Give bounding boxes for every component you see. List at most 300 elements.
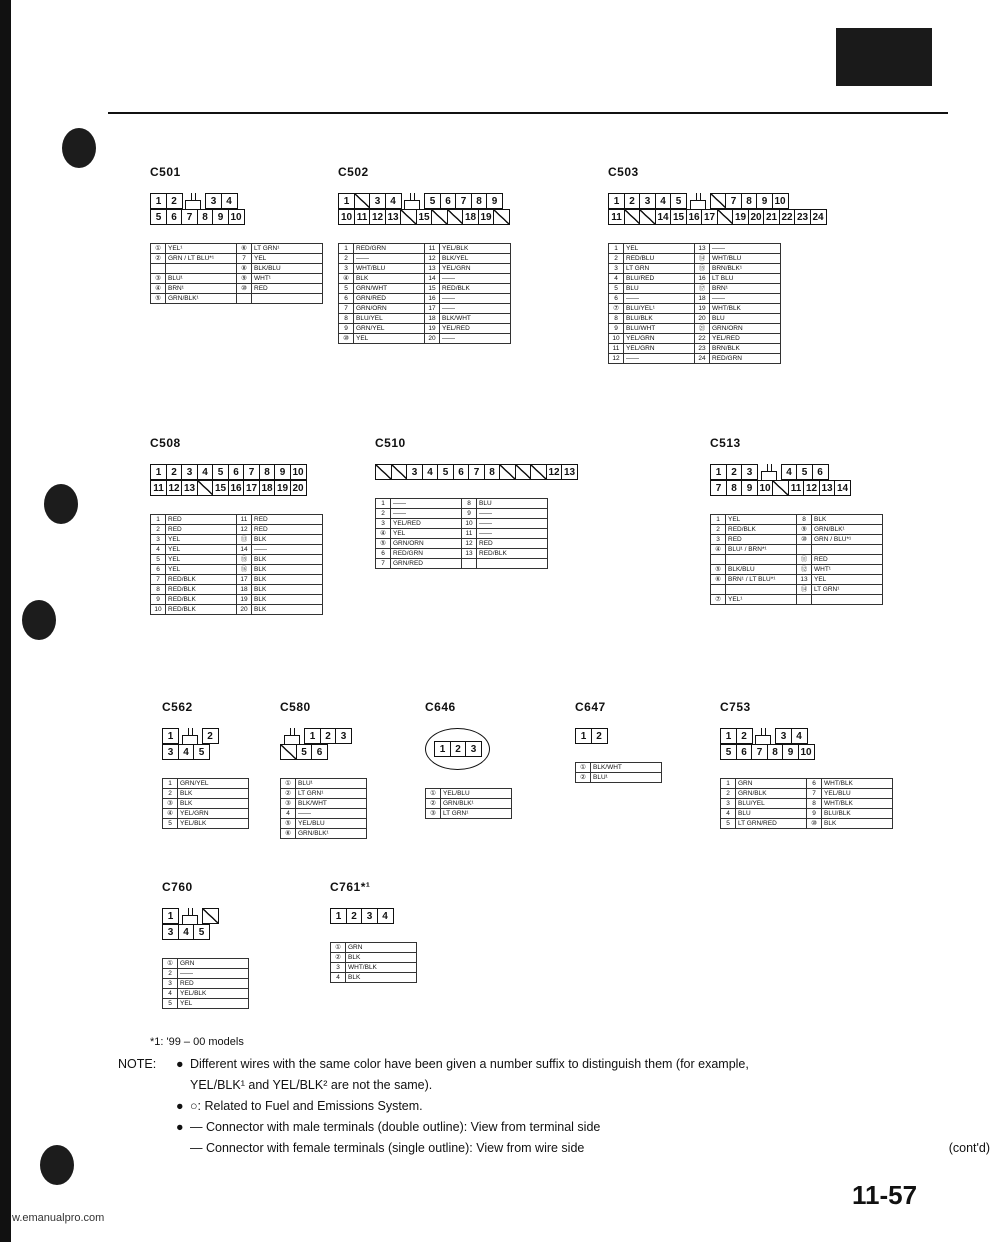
pin-row bbox=[162, 924, 249, 940]
pin: 5 bbox=[424, 193, 441, 209]
pin: 3 bbox=[361, 908, 378, 924]
wire-color: YEL bbox=[354, 334, 425, 344]
wire-color: BLK bbox=[178, 799, 249, 809]
table-row bbox=[609, 244, 781, 254]
wire-color: BLU¹ / BRN*¹ bbox=[726, 545, 797, 555]
pin: 17 bbox=[243, 480, 260, 496]
wire-color: WHT/BLK bbox=[346, 963, 417, 973]
connector-c753 bbox=[720, 700, 893, 829]
connector-label: C510 bbox=[375, 436, 406, 450]
connector-c760 bbox=[162, 880, 249, 1009]
pin: 15 bbox=[416, 209, 433, 225]
wire-color: BLU/YEL bbox=[354, 314, 425, 324]
table-row bbox=[281, 799, 367, 809]
wire-color: —— bbox=[477, 529, 548, 539]
bullet-icon: ● bbox=[176, 1099, 184, 1113]
wire-color: BLU bbox=[710, 314, 781, 324]
terminal-number: 8 bbox=[807, 799, 822, 809]
pin: 1 bbox=[608, 193, 625, 209]
terminal-number: ③ bbox=[163, 799, 178, 809]
wire-color: YEL bbox=[812, 575, 883, 585]
wire-color: LT GRN/RED bbox=[736, 819, 807, 829]
terminal-number: 1 bbox=[609, 244, 624, 254]
table-row bbox=[609, 274, 781, 284]
wire-color: YEL/BLU bbox=[822, 789, 893, 799]
pin: 7 bbox=[710, 480, 727, 496]
wire-color-table bbox=[375, 498, 548, 569]
table-row bbox=[151, 595, 323, 605]
pin: 10 bbox=[772, 193, 789, 209]
wire-color: WHT¹ bbox=[252, 274, 323, 284]
table-row bbox=[339, 284, 511, 294]
wire-color-table bbox=[330, 942, 417, 983]
pin-row bbox=[710, 464, 883, 480]
wire-color: RED/BLK bbox=[726, 525, 797, 535]
wire-color: BLU bbox=[477, 499, 548, 509]
wire-color: BLK bbox=[812, 515, 883, 525]
pin: 12 bbox=[546, 464, 563, 480]
wire-color: RED bbox=[726, 535, 797, 545]
wire-color: BLK bbox=[252, 595, 323, 605]
pin: 2 bbox=[166, 193, 183, 209]
table-row bbox=[151, 284, 323, 294]
wire-color: RED bbox=[252, 525, 323, 535]
connector-label: C502 bbox=[338, 165, 369, 179]
connector-c580 bbox=[280, 700, 367, 839]
contd-label: (cont'd) bbox=[948, 1141, 990, 1155]
terminal-number: 11 bbox=[609, 344, 624, 354]
table-row bbox=[281, 809, 367, 819]
pin: 4 bbox=[197, 464, 214, 480]
wire-color: BLU/YEL bbox=[736, 799, 807, 809]
terminal-number: 1 bbox=[376, 499, 391, 509]
connector-outline bbox=[162, 908, 249, 940]
pin: 6 bbox=[453, 464, 470, 480]
wire-color: YEL/RED bbox=[391, 519, 462, 529]
pin: 4 bbox=[422, 464, 439, 480]
terminal-number: 16 bbox=[425, 294, 440, 304]
notes-block bbox=[118, 1054, 990, 1159]
pin: 5 bbox=[296, 744, 313, 760]
unused-pin-icon bbox=[493, 209, 510, 225]
connector-outline bbox=[162, 728, 249, 760]
pin: 6 bbox=[311, 744, 328, 760]
wire-color: —— bbox=[477, 509, 548, 519]
table-row bbox=[609, 254, 781, 264]
pin: 2 bbox=[166, 464, 183, 480]
table-row bbox=[711, 555, 883, 565]
terminal-number: ① bbox=[151, 244, 166, 254]
bullet-icon: ● bbox=[176, 1120, 184, 1134]
table-row bbox=[711, 585, 883, 595]
wire-color: GRN/BLK¹ bbox=[812, 525, 883, 535]
terminal-number: ⑮ bbox=[695, 264, 710, 274]
terminal-number: 7 bbox=[151, 575, 166, 585]
unused-pin-icon bbox=[530, 464, 547, 480]
terminal-number bbox=[462, 559, 477, 569]
connector-outline bbox=[330, 908, 417, 924]
header-rule bbox=[108, 112, 948, 114]
pin: 5 bbox=[670, 193, 687, 209]
terminal-number: ⑭ bbox=[797, 585, 812, 595]
pin-row bbox=[720, 744, 893, 760]
terminal-number: 4 bbox=[281, 809, 296, 819]
terminal-number: ⑩ bbox=[237, 284, 252, 294]
connector-outline bbox=[720, 728, 893, 760]
pin: 5 bbox=[193, 744, 210, 760]
wire-color: —— bbox=[354, 254, 425, 264]
terminal-number: 1 bbox=[339, 244, 354, 254]
wire-color: —— bbox=[440, 294, 511, 304]
pin: 13 bbox=[819, 480, 836, 496]
connector-label: C501 bbox=[150, 165, 181, 179]
connector-label: C503 bbox=[608, 165, 639, 179]
table-row bbox=[376, 559, 548, 569]
table-row bbox=[721, 789, 893, 799]
pin: 1 bbox=[162, 728, 179, 744]
wire-color: —— bbox=[440, 334, 511, 344]
table-row bbox=[331, 953, 417, 963]
pin: 1 bbox=[150, 193, 167, 209]
terminal-number: 22 bbox=[695, 334, 710, 344]
table-row bbox=[711, 565, 883, 575]
pin-row bbox=[162, 908, 249, 924]
unused-pin-icon bbox=[624, 209, 641, 225]
connector-label: C580 bbox=[280, 700, 311, 714]
wire-color bbox=[726, 555, 797, 565]
table-row bbox=[609, 354, 781, 364]
terminal-number: 20 bbox=[237, 605, 252, 615]
connector-key-icon bbox=[686, 193, 710, 209]
table-row bbox=[151, 585, 323, 595]
pin: 6 bbox=[736, 744, 753, 760]
table-row bbox=[426, 799, 512, 809]
terminal-number: 13 bbox=[797, 575, 812, 585]
table-row bbox=[163, 809, 249, 819]
connector-c513 bbox=[710, 436, 883, 605]
terminal-number: 18 bbox=[425, 314, 440, 324]
note-prefix: NOTE: bbox=[118, 1057, 157, 1071]
pin: 11 bbox=[354, 209, 371, 225]
terminal-number: ④ bbox=[339, 274, 354, 284]
unused-pin-icon bbox=[772, 480, 789, 496]
pin: 22 bbox=[779, 209, 796, 225]
connector-key-icon bbox=[757, 464, 781, 480]
table-row bbox=[151, 264, 323, 274]
table-row bbox=[721, 819, 893, 829]
unused-pin-icon bbox=[375, 464, 392, 480]
wire-color: YEL bbox=[166, 535, 237, 545]
wire-color: —— bbox=[178, 969, 249, 979]
pin: 9 bbox=[756, 193, 773, 209]
connector-outline bbox=[280, 728, 367, 760]
terminal-number: 3 bbox=[609, 264, 624, 274]
terminal-number: ⑤ bbox=[151, 294, 166, 304]
wire-color: BLU/WHT bbox=[624, 324, 695, 334]
terminal-number: ㉑ bbox=[695, 324, 710, 334]
pin-row bbox=[150, 209, 323, 225]
wire-color: —— bbox=[440, 304, 511, 314]
pin: 2 bbox=[450, 741, 467, 757]
unused-pin-icon bbox=[447, 209, 464, 225]
terminal-number: ⑯ bbox=[237, 565, 252, 575]
table-row bbox=[331, 973, 417, 983]
wire-color: BLU/BLK bbox=[822, 809, 893, 819]
unused-pin-icon bbox=[499, 464, 516, 480]
wire-color: YEL¹ bbox=[166, 244, 237, 254]
terminal-number: 8 bbox=[339, 314, 354, 324]
table-row bbox=[163, 979, 249, 989]
wire-color: BLK bbox=[354, 274, 425, 284]
wire-color: YEL/BLU bbox=[296, 819, 367, 829]
pin-row bbox=[330, 908, 417, 924]
terminal-number: 2 bbox=[711, 525, 726, 535]
pin: 20 bbox=[748, 209, 765, 225]
wire-color: RED bbox=[166, 525, 237, 535]
table-row bbox=[163, 989, 249, 999]
pin: 24 bbox=[810, 209, 827, 225]
table-row bbox=[151, 555, 323, 565]
terminal-number: ⑤ bbox=[281, 819, 296, 829]
connector-label: C562 bbox=[162, 700, 193, 714]
table-row bbox=[151, 605, 323, 615]
connector-outline bbox=[150, 464, 323, 496]
terminal-number: 3 bbox=[711, 535, 726, 545]
table-row bbox=[339, 314, 511, 324]
pin: 4 bbox=[178, 924, 195, 940]
wire-color-table bbox=[575, 762, 662, 783]
wire-color bbox=[166, 264, 237, 274]
pin: 7 bbox=[725, 193, 742, 209]
wire-color: LT GRN¹ bbox=[252, 244, 323, 254]
terminal-number: 13 bbox=[462, 549, 477, 559]
pin: 6 bbox=[440, 193, 457, 209]
table-row bbox=[376, 539, 548, 549]
pin: 7 bbox=[243, 464, 260, 480]
wire-color bbox=[252, 294, 323, 304]
connector-key-icon bbox=[400, 193, 424, 209]
wire-color: —— bbox=[624, 294, 695, 304]
pin: 3 bbox=[465, 741, 482, 757]
terminal-number: 6 bbox=[807, 779, 822, 789]
terminal-number: ⑥ bbox=[281, 829, 296, 839]
pin: 13 bbox=[561, 464, 578, 480]
pin: 4 bbox=[385, 193, 402, 209]
pin: 8 bbox=[259, 464, 276, 480]
wire-color-table bbox=[280, 778, 367, 839]
terminal-number: ⑬ bbox=[237, 535, 252, 545]
wire-color: YEL bbox=[166, 545, 237, 555]
pin: 7 bbox=[468, 464, 485, 480]
wire-color: BLU/YEL¹ bbox=[624, 304, 695, 314]
pin: 2 bbox=[624, 193, 641, 209]
connector-label: C647 bbox=[575, 700, 606, 714]
terminal-number: 2 bbox=[721, 789, 736, 799]
wire-color: RED/GRN bbox=[710, 354, 781, 364]
pin: 18 bbox=[462, 209, 479, 225]
unused-pin-icon bbox=[354, 193, 371, 209]
connector-key-icon bbox=[178, 908, 202, 924]
unused-pin-icon bbox=[515, 464, 532, 480]
table-row bbox=[576, 763, 662, 773]
terminal-number: 16 bbox=[695, 274, 710, 284]
wire-color: GRN bbox=[346, 943, 417, 953]
connector-c646 bbox=[425, 700, 512, 819]
pin: 11 bbox=[608, 209, 625, 225]
pin: 12 bbox=[369, 209, 386, 225]
table-row bbox=[609, 304, 781, 314]
wire-color: YEL/GRN bbox=[624, 334, 695, 344]
pin: 21 bbox=[763, 209, 780, 225]
wire-color bbox=[726, 585, 797, 595]
terminal-number bbox=[151, 264, 166, 274]
wire-color: BLU bbox=[624, 284, 695, 294]
terminal-number: 10 bbox=[609, 334, 624, 344]
terminal-number: 2 bbox=[151, 525, 166, 535]
bullet-icon: ● bbox=[176, 1057, 184, 1071]
wire-color: BLU bbox=[736, 809, 807, 819]
table-row bbox=[151, 535, 323, 545]
pin: 1 bbox=[150, 464, 167, 480]
table-row bbox=[163, 789, 249, 799]
wire-color: LT GRN bbox=[624, 264, 695, 274]
pin: 4 bbox=[178, 744, 195, 760]
table-row bbox=[609, 284, 781, 294]
pin: 5 bbox=[150, 209, 167, 225]
connector-label: C513 bbox=[710, 436, 741, 450]
wire-color: RED/BLK bbox=[166, 585, 237, 595]
terminal-number: 4 bbox=[721, 809, 736, 819]
terminal-number: 17 bbox=[425, 304, 440, 314]
pin: 19 bbox=[274, 480, 291, 496]
binder-hole-icon bbox=[22, 600, 56, 640]
table-row bbox=[339, 334, 511, 344]
table-row bbox=[163, 959, 249, 969]
wire-color: BRN¹ / LT BLU*¹ bbox=[726, 575, 797, 585]
wire-color: GRN/BLK bbox=[736, 789, 807, 799]
wire-color: GRN/BLK¹ bbox=[166, 294, 237, 304]
connector-c510 bbox=[375, 436, 577, 569]
pin: 4 bbox=[655, 193, 672, 209]
terminal-number: ④ bbox=[163, 809, 178, 819]
pin: 8 bbox=[741, 193, 758, 209]
connector-key-icon bbox=[751, 728, 775, 744]
terminal-number: 8 bbox=[462, 499, 477, 509]
terminal-number: 6 bbox=[609, 294, 624, 304]
terminal-number: ⑦ bbox=[609, 304, 624, 314]
terminal-number: 20 bbox=[695, 314, 710, 324]
terminal-number: 8 bbox=[609, 314, 624, 324]
wire-color: YEL bbox=[166, 565, 237, 575]
pin: 6 bbox=[812, 464, 829, 480]
wire-color: BLK/YEL bbox=[440, 254, 511, 264]
wire-color: —— bbox=[624, 354, 695, 364]
footnote: *1: '99 – 00 models bbox=[150, 1036, 244, 1048]
wire-color: YEL/RED bbox=[710, 334, 781, 344]
wire-color: GRN/ORN bbox=[354, 304, 425, 314]
wire-color: YEL/GRN bbox=[624, 344, 695, 354]
pin: 8 bbox=[726, 480, 743, 496]
wire-color bbox=[812, 545, 883, 555]
wire-color: BRN/BLK¹ bbox=[710, 264, 781, 274]
wire-color-table bbox=[162, 778, 249, 829]
table-row bbox=[576, 773, 662, 783]
pin: 4 bbox=[377, 908, 394, 924]
table-row bbox=[151, 254, 323, 264]
table-row bbox=[376, 529, 548, 539]
connector-outline bbox=[710, 464, 883, 496]
table-row bbox=[609, 294, 781, 304]
pin: 9 bbox=[782, 744, 799, 760]
table-row bbox=[281, 789, 367, 799]
pin: 9 bbox=[212, 209, 229, 225]
terminal-number: 14 bbox=[237, 545, 252, 555]
wire-color: RED bbox=[252, 284, 323, 294]
pin: 14 bbox=[655, 209, 672, 225]
pin: 10 bbox=[290, 464, 307, 480]
wire-color: BLU/RED bbox=[624, 274, 695, 284]
wire-color: RED/GRN bbox=[391, 549, 462, 559]
wire-color: GRN bbox=[178, 959, 249, 969]
table-row bbox=[376, 549, 548, 559]
wire-color: GRN/YEL bbox=[178, 779, 249, 789]
pin: 3 bbox=[162, 924, 179, 940]
terminal-number: 12 bbox=[425, 254, 440, 264]
terminal-number: 6 bbox=[339, 294, 354, 304]
pin: 8 bbox=[471, 193, 488, 209]
wire-color: BLK/WHT bbox=[296, 799, 367, 809]
pin: 3 bbox=[162, 744, 179, 760]
table-row bbox=[609, 334, 781, 344]
terminal-number: 1 bbox=[163, 779, 178, 789]
terminal-number: 9 bbox=[609, 324, 624, 334]
terminal-number: ⑩ bbox=[807, 819, 822, 829]
wire-color: LT BLU bbox=[710, 274, 781, 284]
wire-color: LT GRN¹ bbox=[441, 809, 512, 819]
terminal-number: 7 bbox=[237, 254, 252, 264]
terminal-number: ⑥ bbox=[711, 575, 726, 585]
terminal-number: 5 bbox=[151, 555, 166, 565]
wire-color: YEL/BLK bbox=[178, 819, 249, 829]
terminal-number: 12 bbox=[609, 354, 624, 364]
connector-c501 bbox=[150, 165, 323, 304]
pin: 13 bbox=[181, 480, 198, 496]
terminal-number: 7 bbox=[376, 559, 391, 569]
pin-row bbox=[710, 480, 883, 496]
table-row bbox=[281, 819, 367, 829]
pin-row bbox=[608, 209, 825, 225]
unused-pin-icon bbox=[710, 193, 727, 209]
table-row bbox=[339, 304, 511, 314]
connector-outline bbox=[375, 464, 577, 480]
terminal-number: 1 bbox=[721, 779, 736, 789]
terminal-number: 3 bbox=[721, 799, 736, 809]
pin: 3 bbox=[775, 728, 792, 744]
binder-hole-icon bbox=[44, 484, 78, 524]
wire-color: —— bbox=[440, 274, 511, 284]
wire-color-table bbox=[150, 243, 323, 304]
pin: 4 bbox=[221, 193, 238, 209]
connector-label: C760 bbox=[162, 880, 193, 894]
wire-color: BLU¹ bbox=[591, 773, 662, 783]
wire-color: —— bbox=[391, 509, 462, 519]
wire-color: YEL/BLK bbox=[178, 989, 249, 999]
terminal-number: ⑮ bbox=[237, 555, 252, 565]
wire-color: BLK bbox=[822, 819, 893, 829]
terminal-number: ③ bbox=[426, 809, 441, 819]
connector-c502 bbox=[338, 165, 511, 344]
terminal-number: ⑨ bbox=[797, 525, 812, 535]
